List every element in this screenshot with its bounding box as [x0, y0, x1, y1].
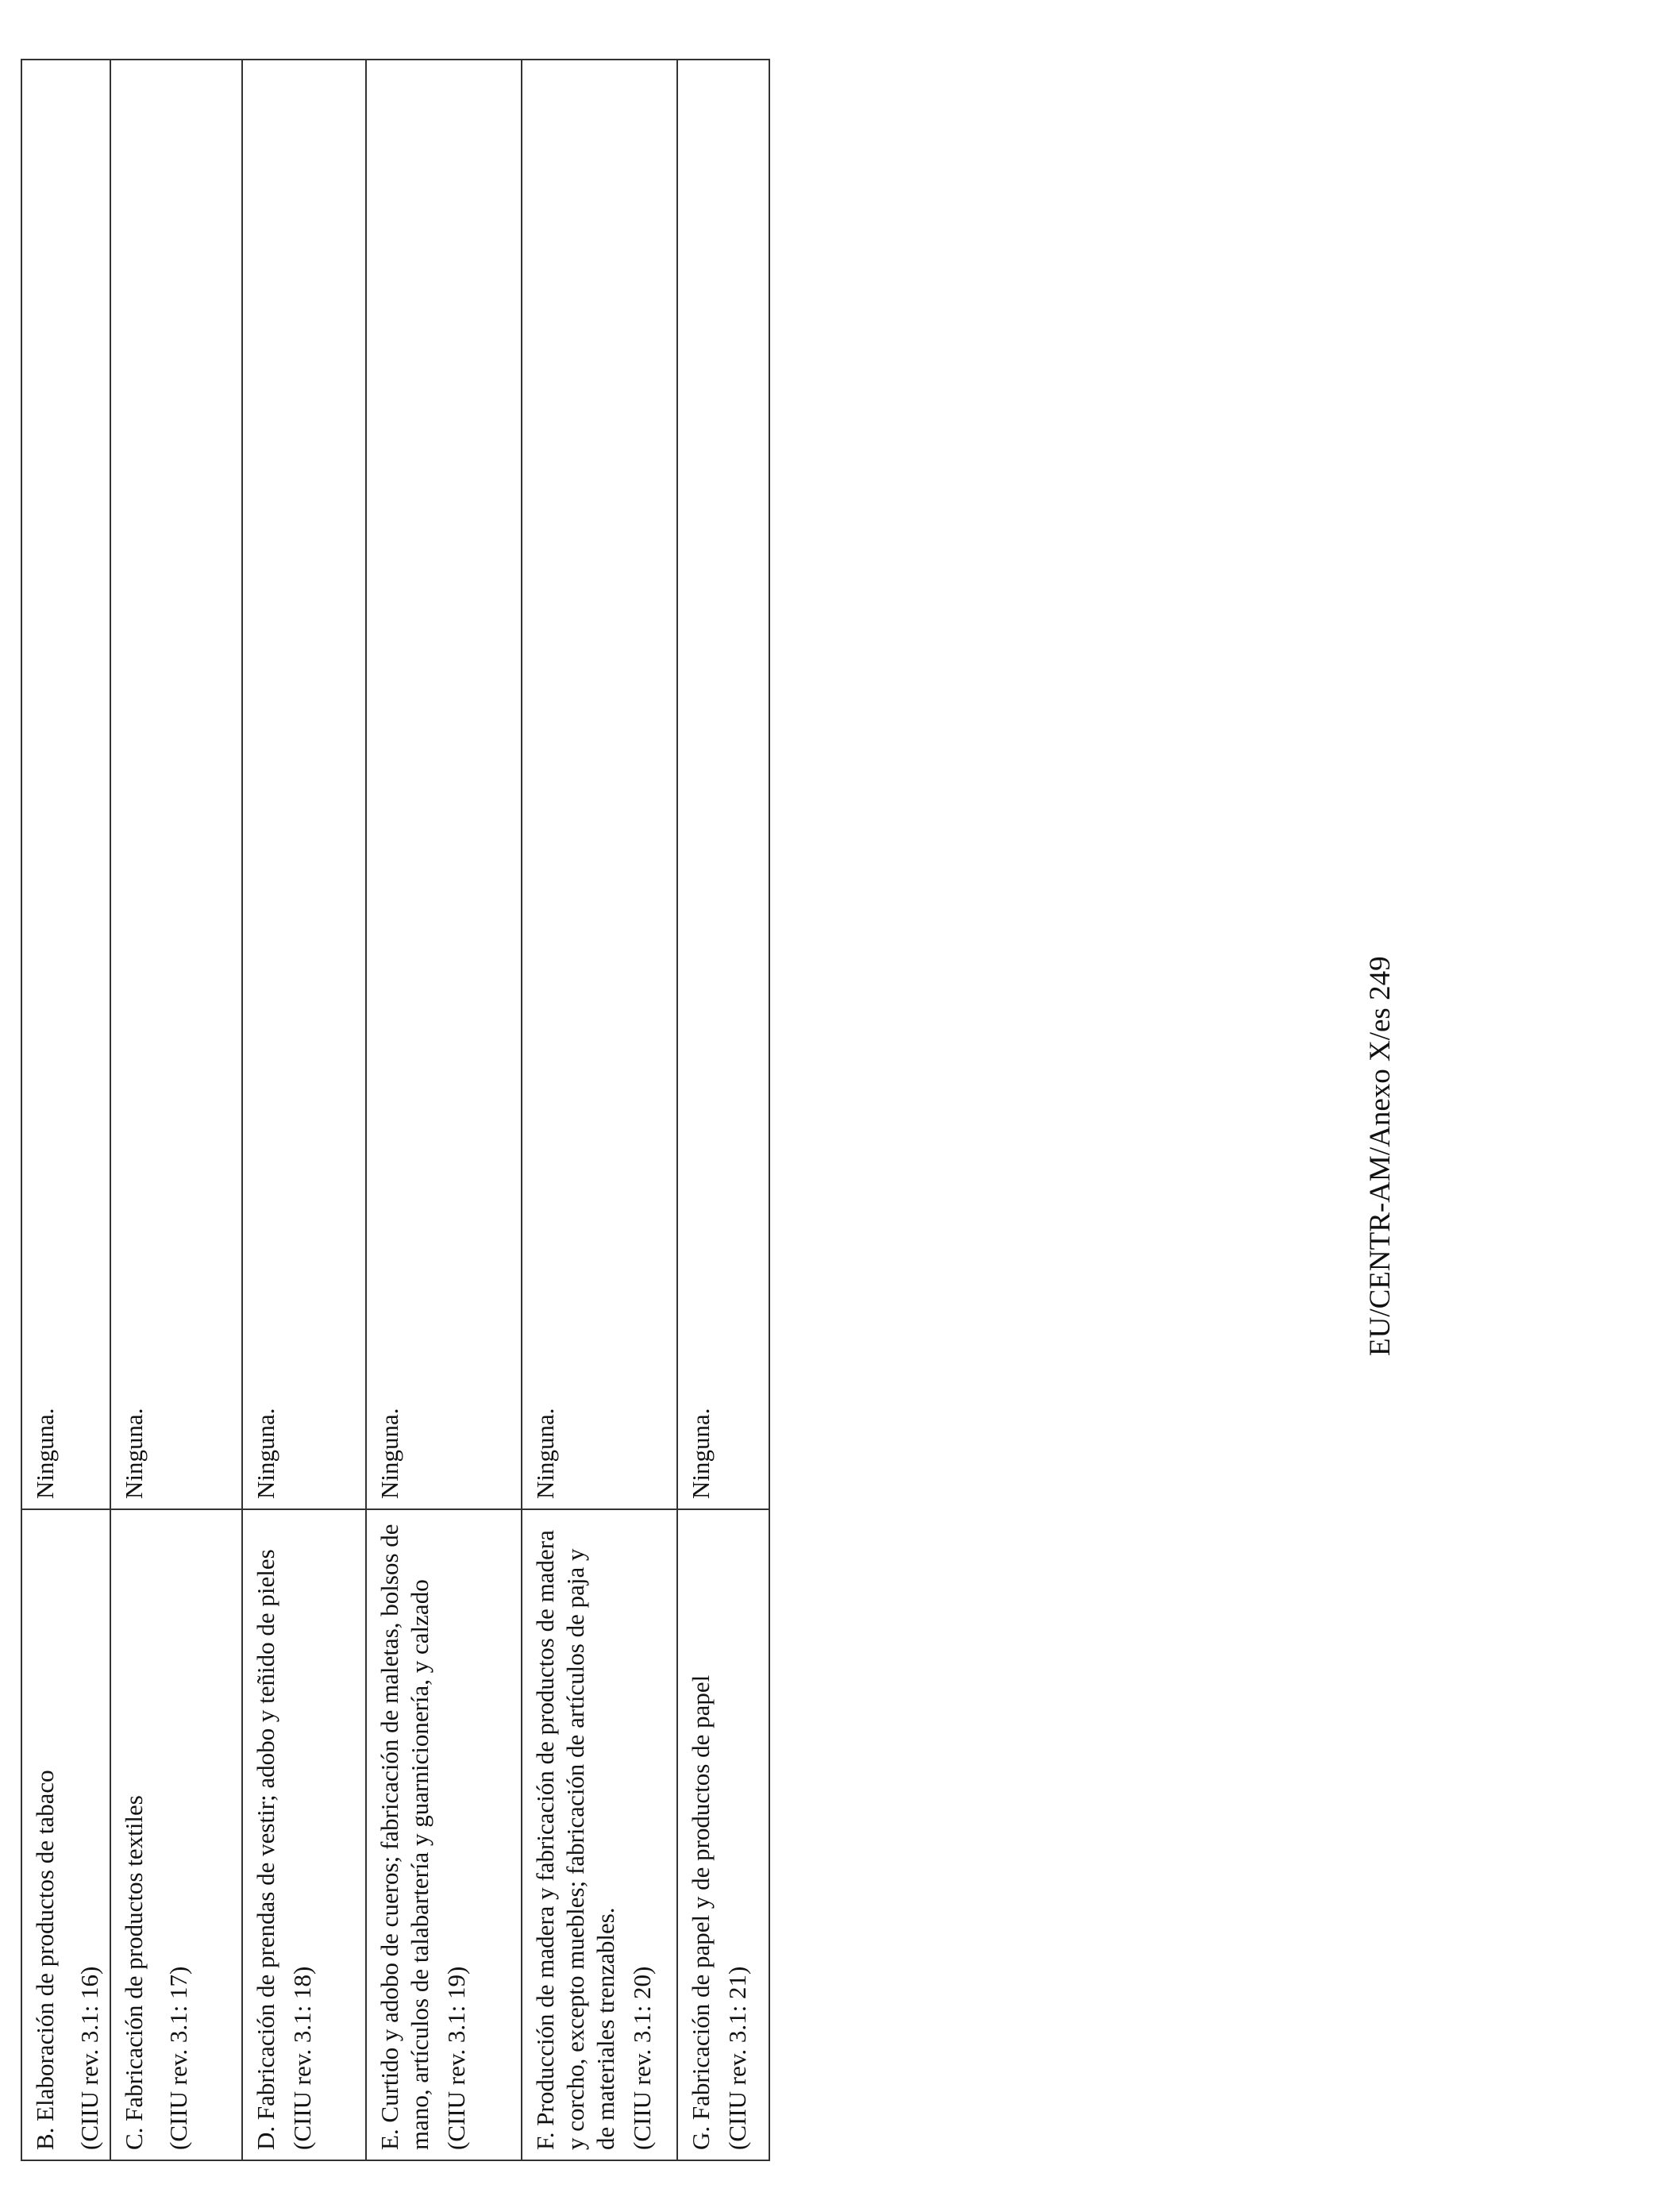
sector-cell [677, 1509, 769, 2160]
sector-cell [522, 1509, 677, 2160]
ciiu-code: (CIIU rev. 3.1: 20) [628, 1966, 656, 2150]
reservation-cell: Ninguna. [110, 60, 242, 1509]
reservation-cell: Ninguna. [522, 60, 677, 1509]
reservation-cell: Ninguna. [21, 60, 110, 1509]
table-row [522, 60, 677, 2160]
sector-name: B. Elaboración de productos de tabaco [31, 1770, 59, 2150]
sector-name: E. Curtido y adobo de cueros; fabricación de maletas, bolsos de mano, artículos de talabartería y guarnicionería, y calzado [376, 1524, 433, 2150]
ciiu-code: (CIIU rev. 3.1: 19) [442, 1966, 470, 2150]
table-row [110, 60, 242, 2160]
sector-cell [21, 1509, 110, 2160]
sector-name: G. Fabricación de papel y de productos de papel [687, 1674, 715, 2150]
table-row [366, 60, 522, 2160]
sector-name: C. Fabricación de productos textiles [120, 1795, 148, 2150]
rotated-table-container [21, 60, 769, 2161]
sector-cell [242, 1509, 366, 2160]
reservation-cell: Ninguna. [677, 60, 769, 1509]
table-row [677, 60, 769, 2160]
table-row [21, 60, 110, 2160]
ciiu-code: (CIIU rev. 3.1: 16) [75, 1966, 103, 2150]
sector-name: D. Fabricación de prendas de vestir; adobo y teñido de pieles [252, 1549, 279, 2150]
reservation-cell: Ninguna. [366, 60, 522, 1509]
sector-cell [366, 1509, 522, 2160]
table-row [242, 60, 366, 2160]
sector-cell [110, 1509, 242, 2160]
sector-reservations-table [21, 59, 770, 2161]
ciiu-code: (CIIU rev. 3.1: 17) [164, 1966, 192, 2150]
reservation-cell: Ninguna. [242, 60, 366, 1509]
ciiu-code: (CIIU rev. 3.1: 18) [288, 1966, 316, 2150]
sector-name: F. Producción de madera y fabricación de productos de madera y corcho, excepto muebles; fabricación de artículos de paja y de materiales trenzables. [531, 1530, 619, 2150]
document-reference-footer: EU/CENTR-AM/Anexo X/es 249 [1364, 956, 1397, 1356]
ciiu-code: (CIIU rev. 3.1: 21) [723, 1966, 751, 2150]
